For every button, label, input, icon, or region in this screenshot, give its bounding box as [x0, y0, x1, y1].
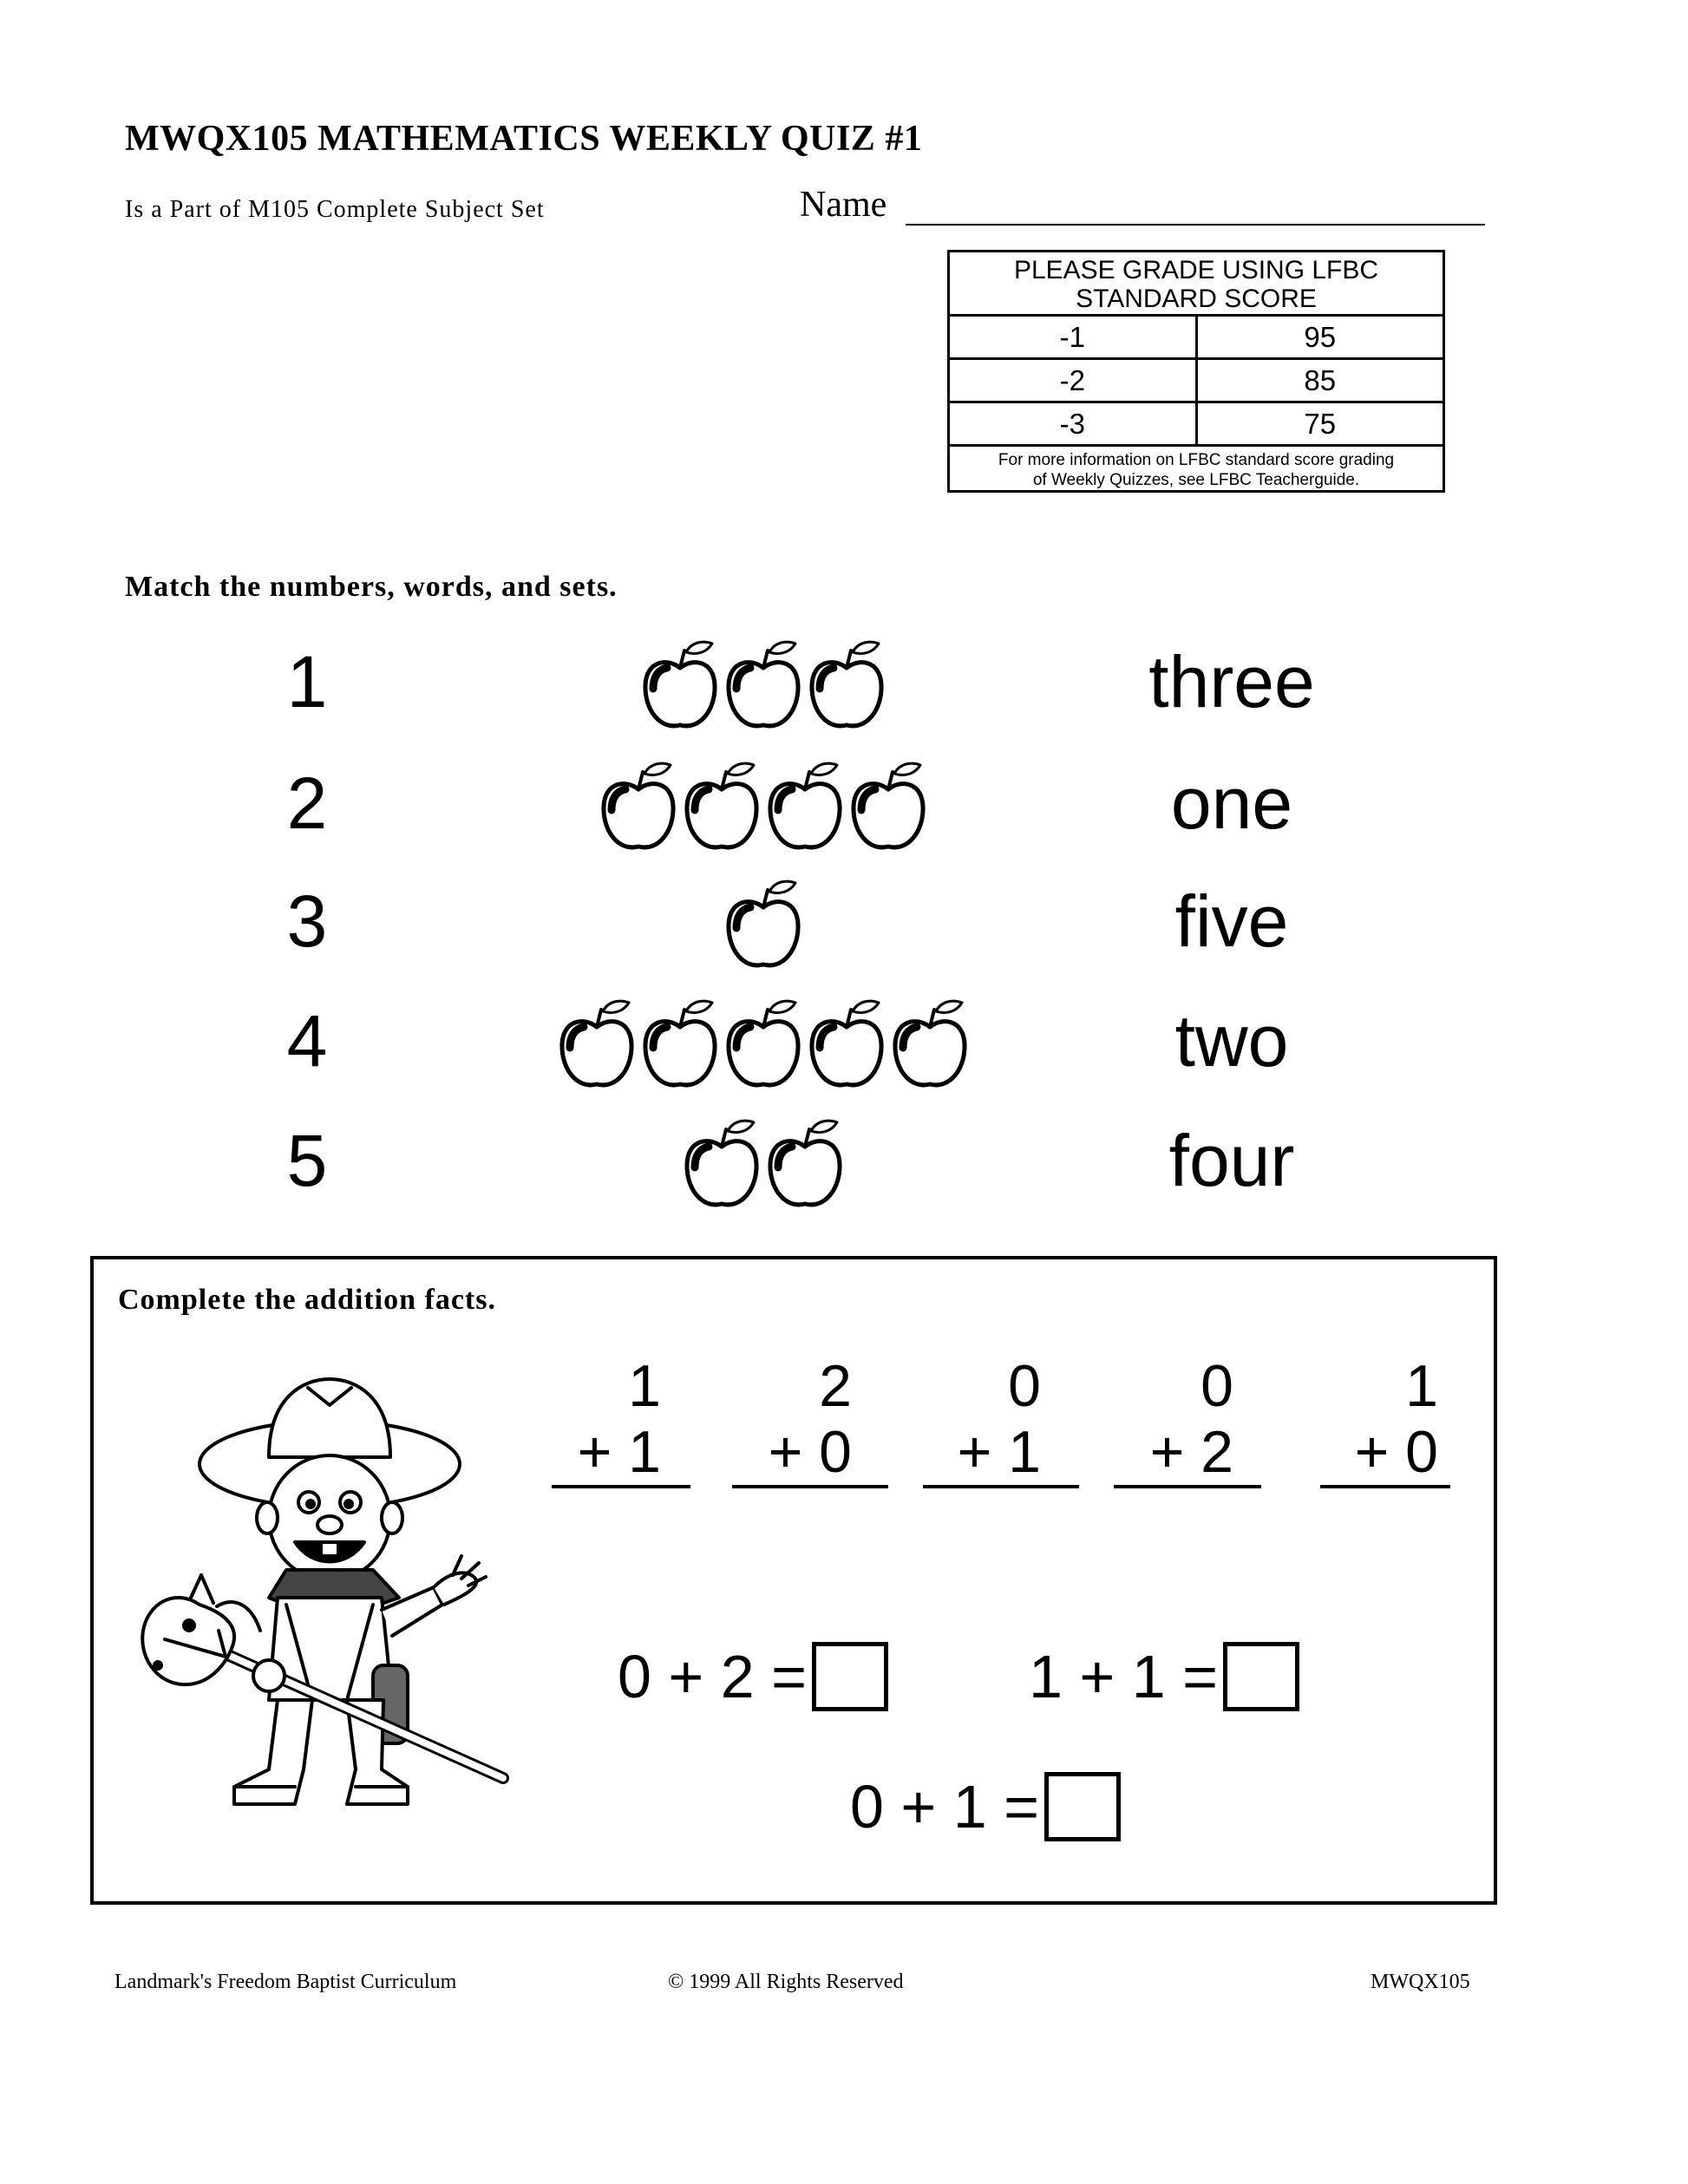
- subject-set-note: Is a Part of M105 Complete Subject Set: [125, 196, 545, 223]
- apple-icon: [558, 997, 636, 1093]
- grading-missed: -3: [950, 403, 1198, 444]
- cowboy-on-stick-horse-illustration: [139, 1370, 520, 1821]
- grading-heading-line2: STANDARD SCORE: [1076, 284, 1317, 313]
- column-bottom: + 1: [577, 1419, 661, 1485]
- apple-set: [520, 997, 1006, 1093]
- grading-table: [947, 250, 1445, 493]
- match-number: 5: [286, 1120, 328, 1201]
- column-bottom: + 0: [768, 1419, 852, 1485]
- equation: [618, 1638, 888, 1716]
- answer-line[interactable]: [1320, 1485, 1450, 1488]
- apple-icon: [599, 760, 677, 855]
- apple-icon: [766, 1117, 844, 1213]
- match-word: four: [1168, 1120, 1295, 1201]
- equation: [850, 1768, 1121, 1846]
- footer-copyright: © 1999 All Rights Reserved: [668, 1971, 904, 1993]
- grading-score: 85: [1304, 364, 1337, 396]
- answer-box[interactable]: [1223, 1642, 1299, 1711]
- apple-icon: [683, 760, 761, 855]
- apple-icon: [891, 997, 969, 1093]
- equation-text: 0 + 1 =: [850, 1773, 1039, 1841]
- match-word: one: [1170, 762, 1293, 844]
- equation-text: 0 + 2 =: [618, 1643, 807, 1710]
- apple-set: [520, 638, 1006, 734]
- answer-line[interactable]: [732, 1485, 888, 1488]
- answer-line[interactable]: [552, 1485, 690, 1488]
- grading-note-line2: of Weekly Quizzes, see LFBC Teacherguide.: [1032, 471, 1360, 489]
- name-label: Name: [800, 185, 887, 225]
- column-problem: [713, 1353, 888, 1488]
- page-title: MWQX105 MATHEMATICS WEEKLY QUIZ #1: [125, 119, 923, 159]
- equation-text: 1 + 1 =: [1029, 1643, 1218, 1710]
- answer-line[interactable]: [923, 1485, 1079, 1488]
- grading-missed: -1: [950, 317, 1198, 357]
- grading-row: [950, 360, 1443, 403]
- apple-icon: [724, 638, 802, 734]
- match-number: 3: [286, 880, 328, 962]
- apple-icon: [808, 997, 886, 1093]
- grading-score: 75: [1304, 408, 1337, 440]
- grading-row: [950, 403, 1443, 447]
- grading-score: 95: [1304, 321, 1337, 353]
- name-line: [906, 224, 1485, 226]
- apple-icon: [766, 760, 844, 855]
- column-bottom: + 0: [1354, 1419, 1438, 1485]
- grading-row: [950, 317, 1443, 360]
- column-bottom: + 1: [957, 1419, 1041, 1485]
- match-word: two: [1174, 1000, 1289, 1082]
- column-problem: [1095, 1353, 1261, 1488]
- answer-box[interactable]: [812, 1642, 888, 1711]
- column-top: 2: [819, 1353, 852, 1419]
- column-problem: [902, 1353, 1079, 1488]
- apple-icon: [641, 997, 719, 1093]
- column-problem: [522, 1353, 690, 1488]
- apple-set: [520, 1117, 1006, 1213]
- answer-line[interactable]: [1114, 1485, 1261, 1488]
- column-top: 1: [1405, 1353, 1438, 1419]
- answer-box[interactable]: [1044, 1772, 1121, 1841]
- match-word: three: [1148, 641, 1315, 723]
- match-number: 2: [286, 762, 328, 844]
- grading-heading-line1: PLEASE GRADE USING LFBC: [1013, 256, 1379, 284]
- grading-note-line1: For more information on LFBC standard score grading: [998, 451, 1395, 469]
- match-instruction: Match the numbers, words, and sets.: [125, 571, 618, 603]
- apple-icon: [683, 1117, 761, 1213]
- equation: [1029, 1638, 1299, 1716]
- footer-publisher: Landmark's Freedom Baptist Curriculum: [114, 1971, 457, 1993]
- apple-icon: [641, 638, 719, 734]
- apple-icon: [724, 997, 802, 1093]
- match-number: 4: [286, 1000, 328, 1082]
- match-number: 1: [286, 641, 328, 723]
- column-top: 0: [1008, 1353, 1041, 1419]
- apple-icon: [849, 760, 927, 855]
- grading-heading: [950, 252, 1443, 317]
- apple-set: [520, 878, 1006, 973]
- column-bottom: + 2: [1149, 1419, 1233, 1485]
- apple-icon: [724, 878, 802, 973]
- addition-instruction: Complete the addition facts.: [118, 1284, 496, 1316]
- match-word: five: [1174, 880, 1289, 962]
- grading-note: [950, 447, 1443, 490]
- apple-icon: [808, 638, 886, 734]
- footer-code: MWQX105: [1371, 1971, 1470, 1993]
- column-problem: [1299, 1353, 1450, 1488]
- column-top: 1: [628, 1353, 661, 1419]
- apple-set: [520, 760, 1006, 855]
- grading-missed: -2: [950, 360, 1198, 401]
- column-top: 0: [1201, 1353, 1233, 1419]
